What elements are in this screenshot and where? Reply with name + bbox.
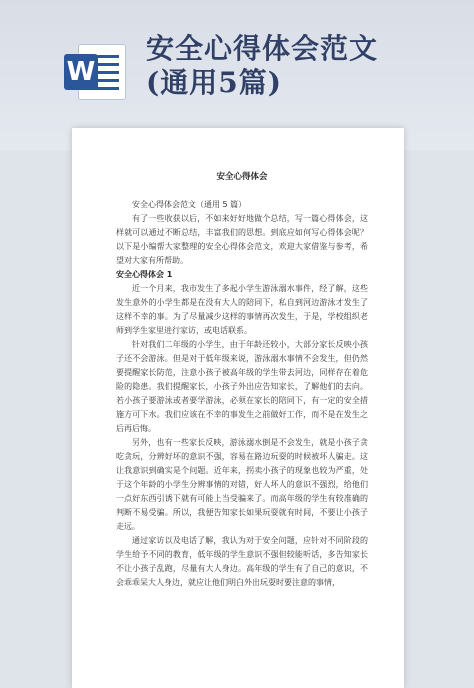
word-letter-badge: W: [64, 54, 98, 90]
document-heading: 安全心得体会: [216, 172, 268, 182]
section-heading: 安全心得体会 1: [116, 270, 173, 279]
document-body: [116, 170, 368, 590]
body-paragraph: 近一个月来，我市发生了多起小学生游泳溺水事件，经了解，这些发生意外的小学生都是在没有大人的陪同下，私自到河边游泳才发生了这样不幸的事。为了尽量减少这样的事情再次发生，于是，学校组织老师到学生家里进行家访，或电话联系。: [116, 284, 368, 335]
body-paragraph: 针对我们二年级的小学生，由于年龄还较小，大部分家长反映小孩子还不会游泳。但是对于低年级来说，游泳溺水事情不会发生，但仍然要提醒家长防范，注意小孩子被高年级的学生带去河边，同样存在着危险的隐患。我们提醒家长，小孩子外出应告知家长，了解他们的去向。若小孩子要游泳或者要学游泳，必须在家长的陪同下，有一定的安全措施方可下水。我们应该在不幸的事发生之前做好工作，而不是在发生之后再后悔。: [116, 340, 368, 433]
banner-title-line1: 安全心得体会范文: [146, 32, 379, 65]
word-document-icon: [62, 40, 126, 102]
body-paragraph: 另外，也有一些家长反映，游泳溺水倒是不会发生，就是小孩子贪吃贪玩，分辨好坏的意识不强，容易在路边玩耍的时候被坏人骗走。这让我意识到确实是个问题。近年来，拐卖小孩子的现象也较为严重，处于这个年龄的小学生分辨事情的对错，好人坏人的意识不强烈，给他们一点好东西引诱下就有可能上当受骗来了。而高年级的学生有较准确的判断不易受骗。所以，我便告知家长如果玩耍就有时间，不要让小孩子走远。: [116, 438, 368, 531]
intro-paragraph: 有了一些收获以后，不如来好好地做个总结，写一篇心得体会，这样就可以通过不断总结，丰富我们的思想。到底应如何写心得体会呢？以下是小编帮大家整理的安全心得体会范文，欢迎大家借鉴与参考，希望对大家有所帮助。: [116, 214, 368, 265]
document-subtitle: 安全心得体会范文（通用 5 篇）: [132, 200, 247, 209]
document-page: [72, 128, 404, 688]
body-paragraph: 通过家访以及电话了解，我认为对于安全问题，应针对不同阶段的学生给予不同的教育，低年级的学生意识不强但较能听话，多告知家长不让小孩子乱跑，尽量有大人身边。高年级的学生有了自己的意识，不会乖乖呆大人身边，就应让他们明白外出玩耍时要注意的事情，: [116, 536, 368, 587]
banner-title-line2: (通用5篇): [146, 66, 282, 99]
banner-title: [146, 32, 378, 100]
